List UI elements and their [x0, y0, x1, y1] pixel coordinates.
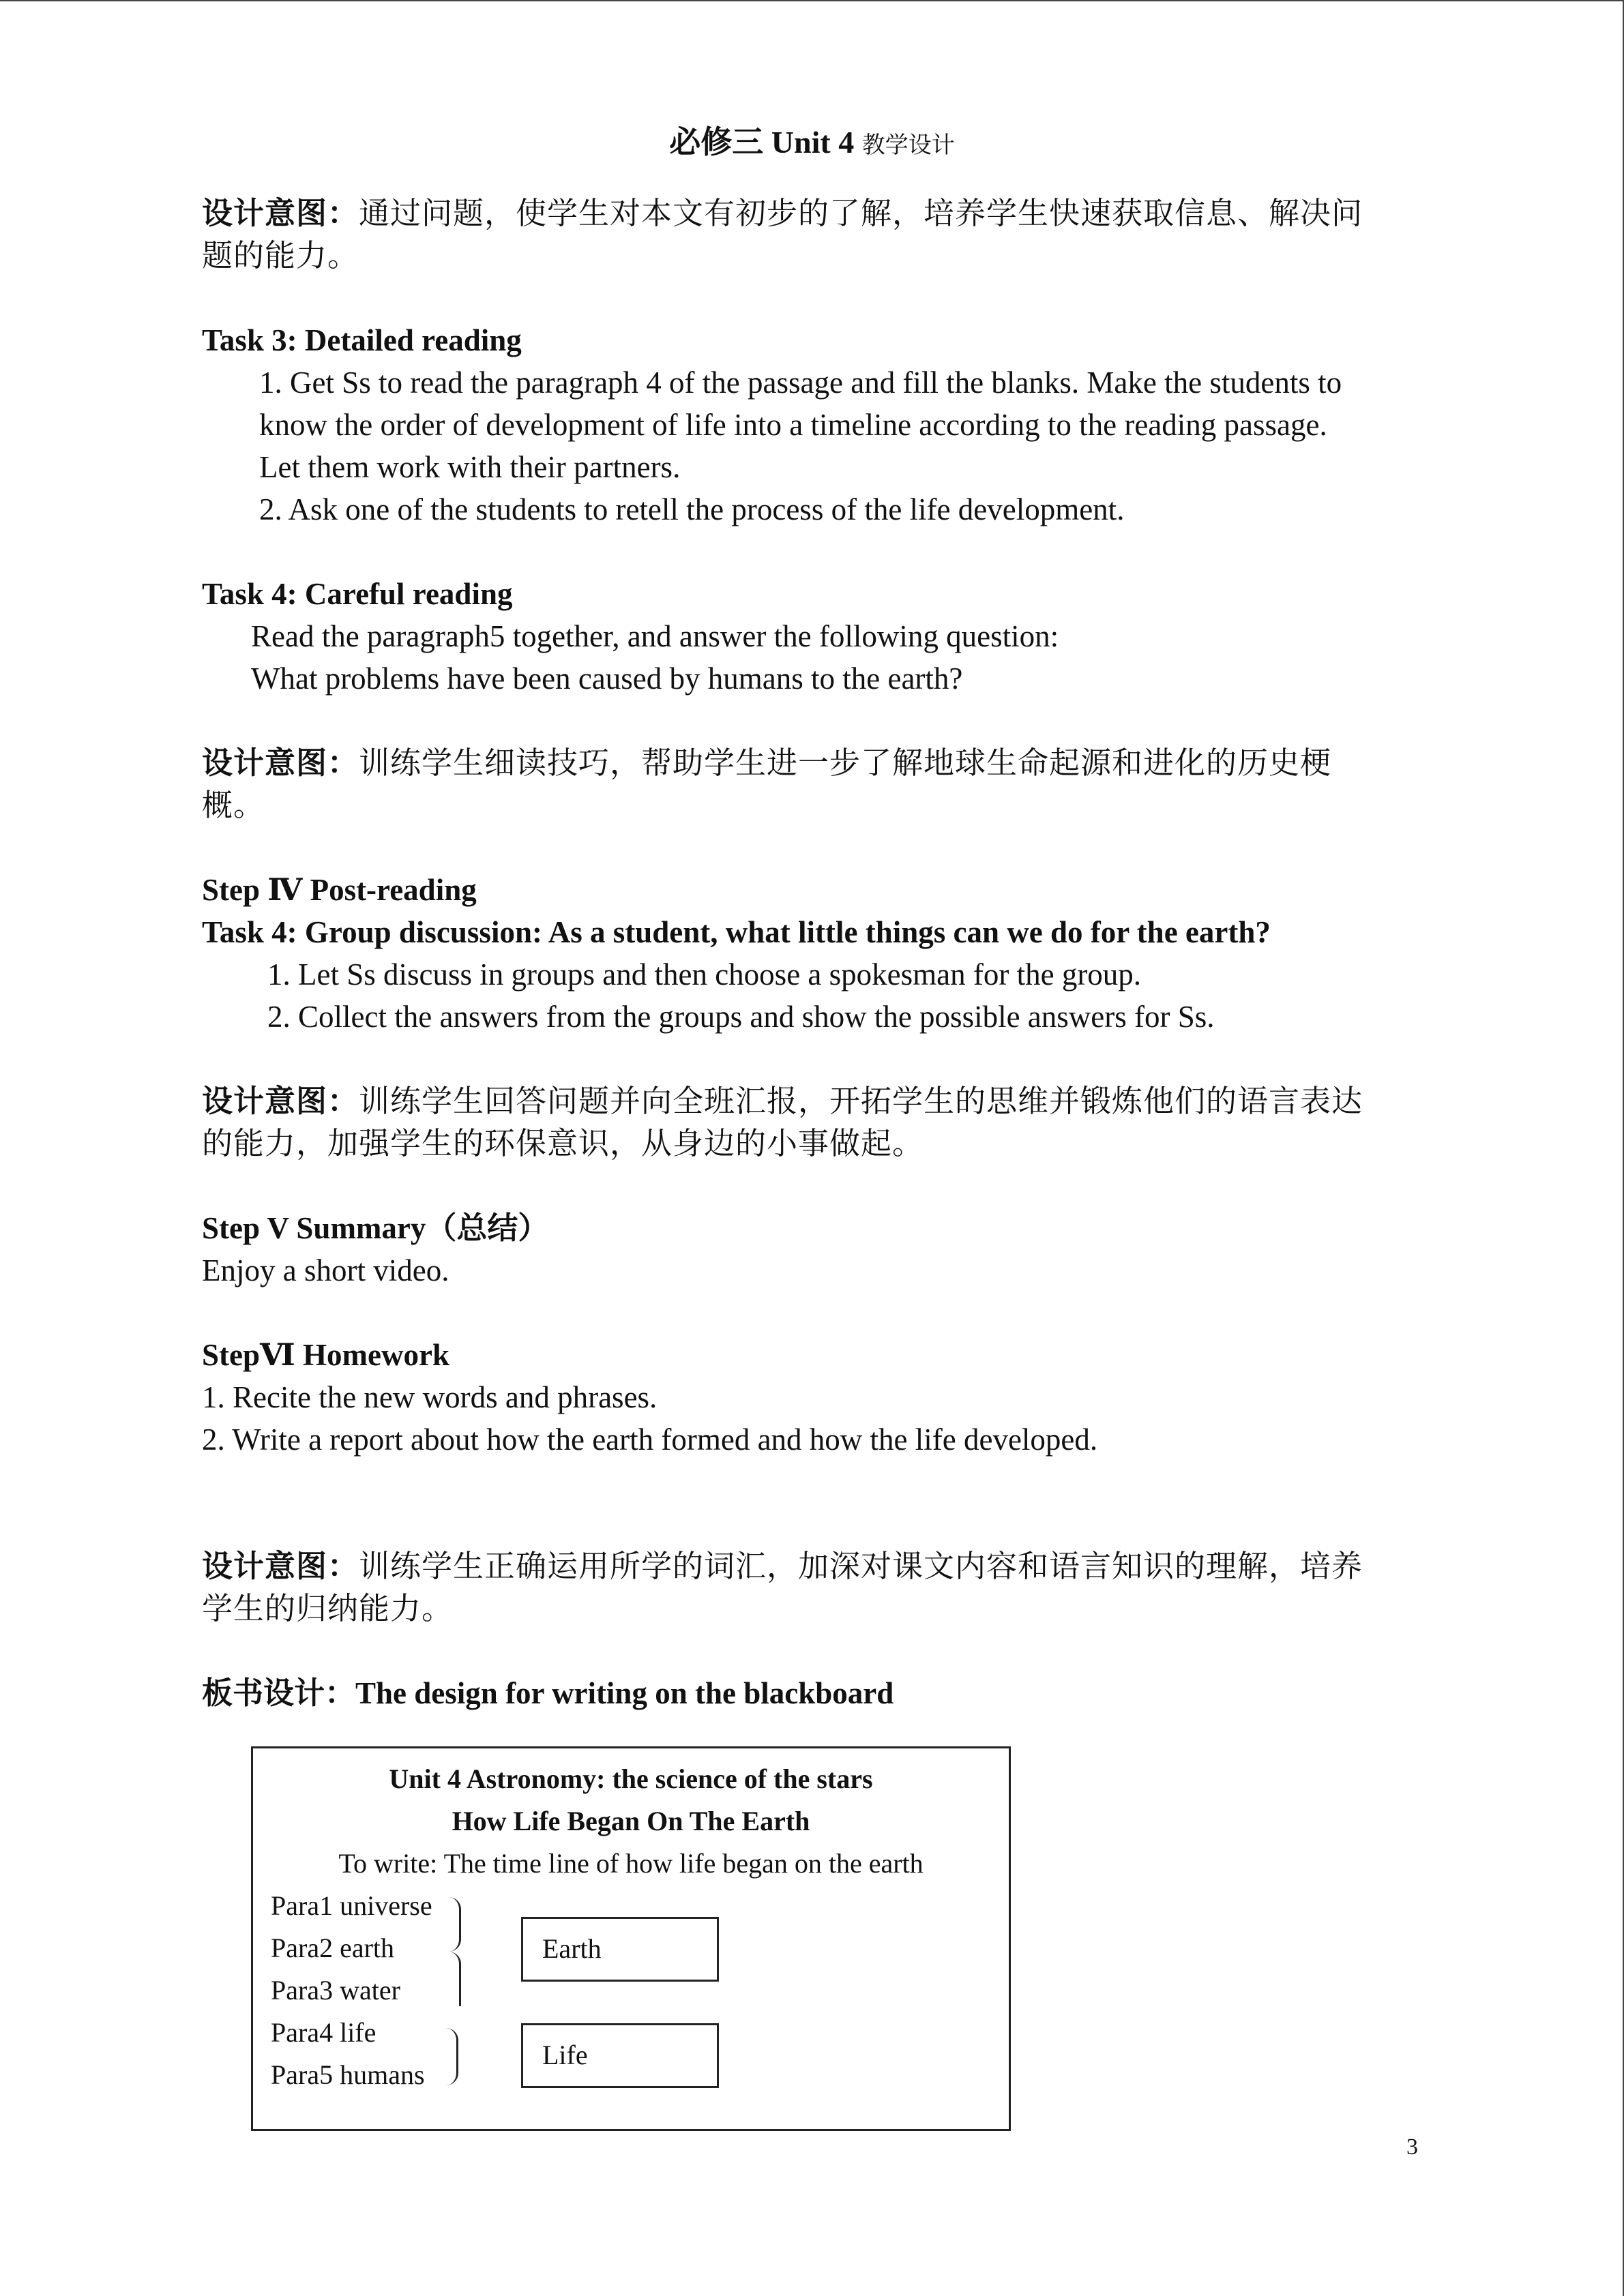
- board-design-text: The design for writing on the blackboard: [355, 1676, 894, 1710]
- board-subtitle: To write: The time line of how life began on the earth: [338, 1848, 924, 1879]
- design-intent-1: [202, 192, 1423, 235]
- brace-bottom-icon: [444, 1952, 461, 2006]
- task3-line1: 1. Get Ss to read the paragraph 4 of the passage and fill the blanks. Make the students to: [259, 366, 1342, 400]
- board-para-1: Para1 universe: [271, 1890, 432, 1921]
- design-intent-3-cont: 的能力，加强学生的环保意识，从身边的小事做起。: [202, 1127, 924, 1161]
- intent-text: 训练学生正确运用所学的词汇，加深对课文内容和语言知识的理解，培养: [359, 1549, 1363, 1583]
- step5-line1: Enjoy a short video.: [202, 1253, 449, 1287]
- design-intent-4-cont: 学生的归纳能力。: [202, 1592, 454, 1626]
- life-box: Life: [521, 2023, 719, 2088]
- design-intent-2: [202, 742, 1423, 784]
- brace-top-icon: [444, 1897, 461, 1952]
- page-top-border: [0, 0, 1624, 3]
- intent-text: 训练学生细读技巧，帮助学生进一步了解地球生命起源和进化的历史梗: [359, 746, 1332, 780]
- design-intent-3: [202, 1080, 1423, 1122]
- step5-heading: Step V Summary（总结）: [202, 1211, 549, 1245]
- page-number: 3: [1406, 2134, 1418, 2160]
- step6-heading: StepⅥ Homework: [202, 1338, 449, 1372]
- step4-line2: 2. Collect the answers from the groups and show the possible answers for Ss.: [267, 1000, 1215, 1034]
- task4-line2: What problems have been caused by humans to the earth?: [251, 661, 963, 696]
- intent-label: 设计意图：: [202, 1549, 359, 1583]
- task3-line3: Let them work with their partners.: [259, 450, 681, 484]
- blackboard-design: [251, 1746, 1011, 2131]
- task4-heading: Task 4: Careful reading: [202, 577, 513, 611]
- board-design-heading: [202, 1672, 1423, 1714]
- board-para-2: Para2 earth: [271, 1933, 395, 1963]
- board-design-label: 板书设计：: [202, 1676, 356, 1710]
- step4-heading: Step Ⅳ Post-reading: [202, 873, 477, 907]
- title-small: 教学设计: [861, 133, 955, 158]
- task4-line1: Read the paragraph5 together, and answer the following question:: [251, 619, 1059, 653]
- board-para-4: Para4 life: [271, 2017, 377, 2048]
- brace-life-icon: [441, 2028, 458, 2085]
- step4-line1: 1. Let Ss discuss in groups and then choose a spokesman for the group.: [267, 957, 1142, 992]
- intent-text: 通过问题，使学生对本文有初步的了解，培养学生快速获取信息、解决问: [359, 196, 1363, 230]
- document-body: [202, 192, 1423, 1714]
- board-title-2: How Life Began On The Earth: [452, 1806, 810, 1836]
- title-bold: 必修三 Unit 4: [669, 125, 855, 160]
- task3-line4: 2. Ask one of the students to retell the process of the life development.: [259, 492, 1125, 526]
- intent-label: 设计意图：: [202, 1084, 359, 1118]
- design-intent-1-cont: 题的能力。: [202, 239, 359, 273]
- task3-line2: know the order of development of life into a timeline according to the reading passage.: [259, 408, 1327, 442]
- intent-label: 设计意图：: [202, 196, 359, 230]
- intent-label: 设计意图：: [202, 746, 359, 780]
- design-intent-4: [202, 1545, 1423, 1587]
- page-title: [0, 117, 1624, 162]
- board-title-1: Unit 4 Astronomy: the science of the stars: [389, 1763, 873, 1794]
- board-para-5: Para5 humans: [271, 2059, 425, 2090]
- board-para-3: Para3 water: [271, 1975, 400, 2006]
- design-intent-2-cont: 概。: [202, 788, 265, 822]
- task3-heading: Task 3: Detailed reading: [202, 323, 522, 357]
- step4-task-heading: Task 4: Group discussion: As a student, what little things can we do for the earth?: [202, 915, 1271, 949]
- step6-line1: 1. Recite the new words and phrases.: [202, 1380, 658, 1414]
- intent-text: 训练学生回答问题并向全班汇报，开拓学生的思维并锻炼他们的语言表达: [359, 1084, 1363, 1118]
- earth-box: Earth: [521, 1917, 719, 1982]
- step6-line2: 2. Write a report about how the earth formed and how the life developed.: [202, 1422, 1098, 1457]
